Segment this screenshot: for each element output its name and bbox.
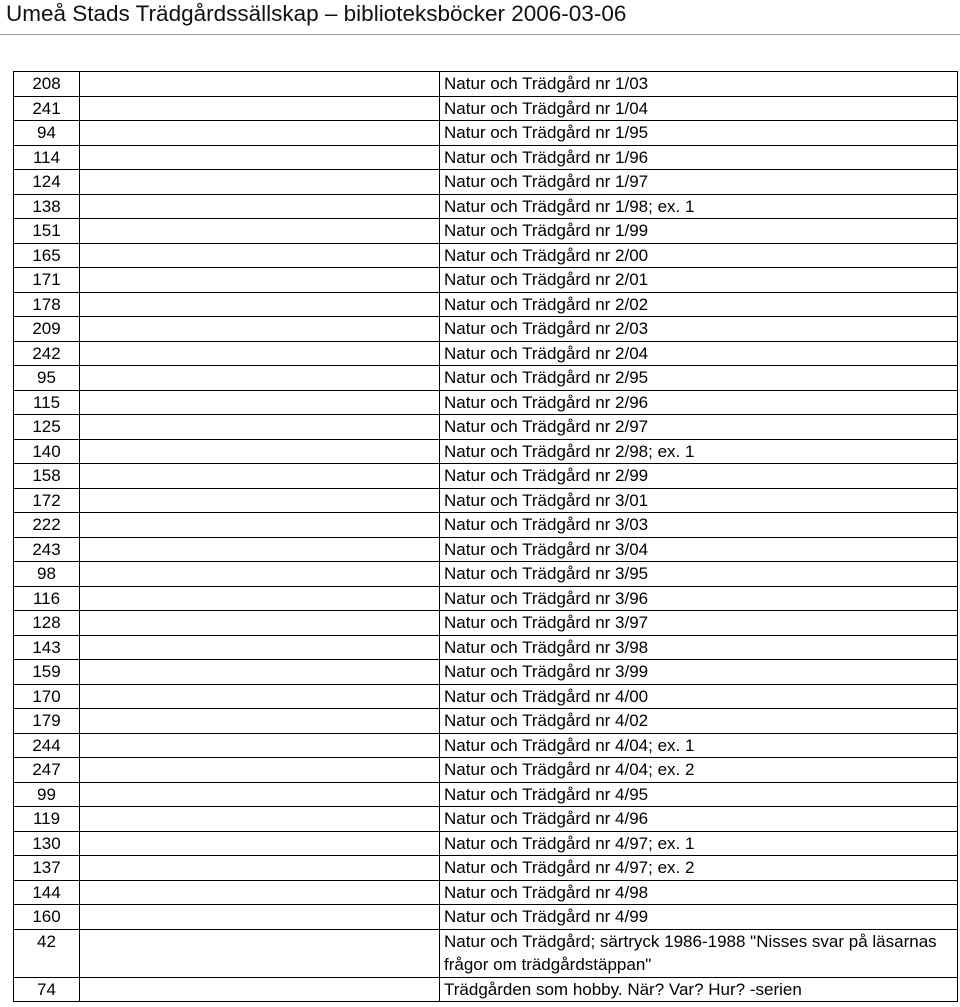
table-row: [14, 586, 958, 611]
book-number: 116: [14, 586, 80, 611]
book-title: Natur och Trädgård nr 3/97: [440, 611, 958, 636]
table-row: [14, 709, 958, 734]
table-row: [14, 317, 958, 342]
book-title: Natur och Trädgård nr 3/03: [440, 513, 958, 538]
empty-cell: [80, 415, 440, 440]
book-number: 114: [14, 145, 80, 170]
empty-cell: [80, 464, 440, 489]
empty-cell: [80, 439, 440, 464]
empty-cell: [80, 660, 440, 685]
book-number: 138: [14, 194, 80, 219]
table-row: [14, 341, 958, 366]
book-title: Natur och Trädgård nr 3/01: [440, 488, 958, 513]
table-row: [14, 537, 958, 562]
table-row: [14, 366, 958, 391]
table-row: [14, 194, 958, 219]
book-title: Natur och Trädgård nr 3/95: [440, 562, 958, 587]
table-row: [14, 243, 958, 268]
book-title: Natur och Trädgård nr 4/96: [440, 807, 958, 832]
empty-cell: [80, 121, 440, 146]
book-number: 165: [14, 243, 80, 268]
book-number: 241: [14, 96, 80, 121]
book-number: 42: [14, 929, 80, 977]
book-title: Natur och Trädgård nr 4/02: [440, 709, 958, 734]
book-number: 95: [14, 366, 80, 391]
empty-cell: [80, 611, 440, 636]
book-title: Natur och Trädgård nr 4/00: [440, 684, 958, 709]
table-row: [14, 562, 958, 587]
empty-cell: [80, 562, 440, 587]
table-row: [14, 390, 958, 415]
book-title: Natur och Trädgård nr 2/00: [440, 243, 958, 268]
book-number: 208: [14, 72, 80, 97]
empty-cell: [80, 292, 440, 317]
book-number: 98: [14, 562, 80, 587]
table-row: [14, 292, 958, 317]
table-row: [14, 977, 958, 1002]
book-title: Natur och Trädgård nr 1/97: [440, 170, 958, 195]
book-title: Natur och Trädgård nr 3/04: [440, 537, 958, 562]
book-number: 144: [14, 880, 80, 905]
table-row: [14, 439, 958, 464]
empty-cell: [80, 635, 440, 660]
book-number: 115: [14, 390, 80, 415]
table-row: [14, 782, 958, 807]
table-row: [14, 72, 958, 97]
empty-cell: [80, 929, 440, 977]
table-row: [14, 145, 958, 170]
book-title: Natur och Trädgård nr 1/95: [440, 121, 958, 146]
book-title: Natur och Trädgård; särtryck 1986-1988 "Nisses svar på läsarnas frågor om trädgårdstäppan": [440, 929, 958, 977]
book-number: 170: [14, 684, 80, 709]
book-number: 243: [14, 537, 80, 562]
book-title: Natur och Trädgård nr 3/98: [440, 635, 958, 660]
book-title: Natur och Trädgård nr 3/99: [440, 660, 958, 685]
empty-cell: [80, 194, 440, 219]
page-title: Umeå Stads Trädgårdssällskap – biblioteksböcker 2006-03-06: [6, 1, 627, 26]
book-number: 209: [14, 317, 80, 342]
empty-cell: [80, 586, 440, 611]
book-title: Natur och Trädgård nr 2/97: [440, 415, 958, 440]
empty-cell: [80, 170, 440, 195]
book-number: 242: [14, 341, 80, 366]
book-number: 172: [14, 488, 80, 513]
book-number: 99: [14, 782, 80, 807]
empty-cell: [80, 856, 440, 881]
empty-cell: [80, 317, 440, 342]
table-row: [14, 488, 958, 513]
book-title: Natur och Trädgård nr 1/04: [440, 96, 958, 121]
book-number: 94: [14, 121, 80, 146]
book-title: Natur och Trädgård nr 4/04; ex. 2: [440, 758, 958, 783]
table-row: [14, 96, 958, 121]
empty-cell: [80, 758, 440, 783]
table-row: [14, 880, 958, 905]
book-number: 159: [14, 660, 80, 685]
book-title: Natur och Trädgård nr 2/99: [440, 464, 958, 489]
table-row: [14, 733, 958, 758]
book-number: 143: [14, 635, 80, 660]
empty-cell: [80, 488, 440, 513]
empty-cell: [80, 831, 440, 856]
empty-cell: [80, 219, 440, 244]
header-rule: [0, 34, 960, 35]
book-title: Natur och Trädgård nr 3/96: [440, 586, 958, 611]
book-number: 222: [14, 513, 80, 538]
book-title: Natur och Trädgård nr 1/99: [440, 219, 958, 244]
book-number: 140: [14, 439, 80, 464]
book-title: Natur och Trädgård nr 2/01: [440, 268, 958, 293]
table-row: [14, 121, 958, 146]
table-row: [14, 684, 958, 709]
book-number: 74: [14, 977, 80, 1002]
book-number: 130: [14, 831, 80, 856]
book-title: Natur och Trädgård nr 4/97; ex. 2: [440, 856, 958, 881]
book-title: Natur och Trädgård nr 1/98; ex. 1: [440, 194, 958, 219]
book-number: 160: [14, 905, 80, 930]
empty-cell: [80, 807, 440, 832]
book-title: Natur och Trädgård nr 2/95: [440, 366, 958, 391]
empty-cell: [80, 243, 440, 268]
empty-cell: [80, 733, 440, 758]
book-title: Natur och Trädgård nr 2/02: [440, 292, 958, 317]
book-number: 179: [14, 709, 80, 734]
table-row: [14, 415, 958, 440]
empty-cell: [80, 537, 440, 562]
table-row: [14, 219, 958, 244]
page-header: [0, 0, 960, 40]
book-table: [13, 71, 958, 1002]
book-title: Natur och Trädgård nr 1/03: [440, 72, 958, 97]
table-row: [14, 856, 958, 881]
book-title: Natur och Trädgård nr 4/98: [440, 880, 958, 905]
empty-cell: [80, 268, 440, 293]
book-title: Natur och Trädgård nr 2/96: [440, 390, 958, 415]
book-title: Natur och Trädgård nr 4/99: [440, 905, 958, 930]
book-number: 151: [14, 219, 80, 244]
table-row: [14, 929, 958, 977]
book-number: 171: [14, 268, 80, 293]
book-title: Natur och Trädgård nr 2/98; ex. 1: [440, 439, 958, 464]
book-number: 137: [14, 856, 80, 881]
table-row: [14, 464, 958, 489]
empty-cell: [80, 977, 440, 1002]
table-row: [14, 611, 958, 636]
empty-cell: [80, 513, 440, 538]
empty-cell: [80, 709, 440, 734]
empty-cell: [80, 145, 440, 170]
empty-cell: [80, 72, 440, 97]
book-number: 128: [14, 611, 80, 636]
table-row: [14, 660, 958, 685]
empty-cell: [80, 96, 440, 121]
book-number: 244: [14, 733, 80, 758]
book-number: 178: [14, 292, 80, 317]
empty-cell: [80, 905, 440, 930]
table-row: [14, 905, 958, 930]
book-title: Natur och Trädgård nr 1/96: [440, 145, 958, 170]
book-number: 125: [14, 415, 80, 440]
book-title: Natur och Trädgård nr 4/95: [440, 782, 958, 807]
empty-cell: [80, 684, 440, 709]
table-row: [14, 807, 958, 832]
book-number: 247: [14, 758, 80, 783]
book-title: Natur och Trädgård nr 2/03: [440, 317, 958, 342]
table-row: [14, 170, 958, 195]
book-title: Natur och Trädgård nr 4/97; ex. 1: [440, 831, 958, 856]
empty-cell: [80, 390, 440, 415]
book-number: 124: [14, 170, 80, 195]
book-table-body: [14, 72, 958, 1002]
empty-cell: [80, 782, 440, 807]
book-number: 158: [14, 464, 80, 489]
empty-cell: [80, 341, 440, 366]
table-row: [14, 268, 958, 293]
table-row: [14, 513, 958, 538]
table-row: [14, 831, 958, 856]
table-row: [14, 758, 958, 783]
book-title: Trädgården som hobby. När? Var? Hur? -serien: [440, 977, 958, 1002]
book-number: 119: [14, 807, 80, 832]
empty-cell: [80, 366, 440, 391]
empty-cell: [80, 880, 440, 905]
book-title: Natur och Trädgård nr 4/04; ex. 1: [440, 733, 958, 758]
book-title: Natur och Trädgård nr 2/04: [440, 341, 958, 366]
table-row: [14, 635, 958, 660]
